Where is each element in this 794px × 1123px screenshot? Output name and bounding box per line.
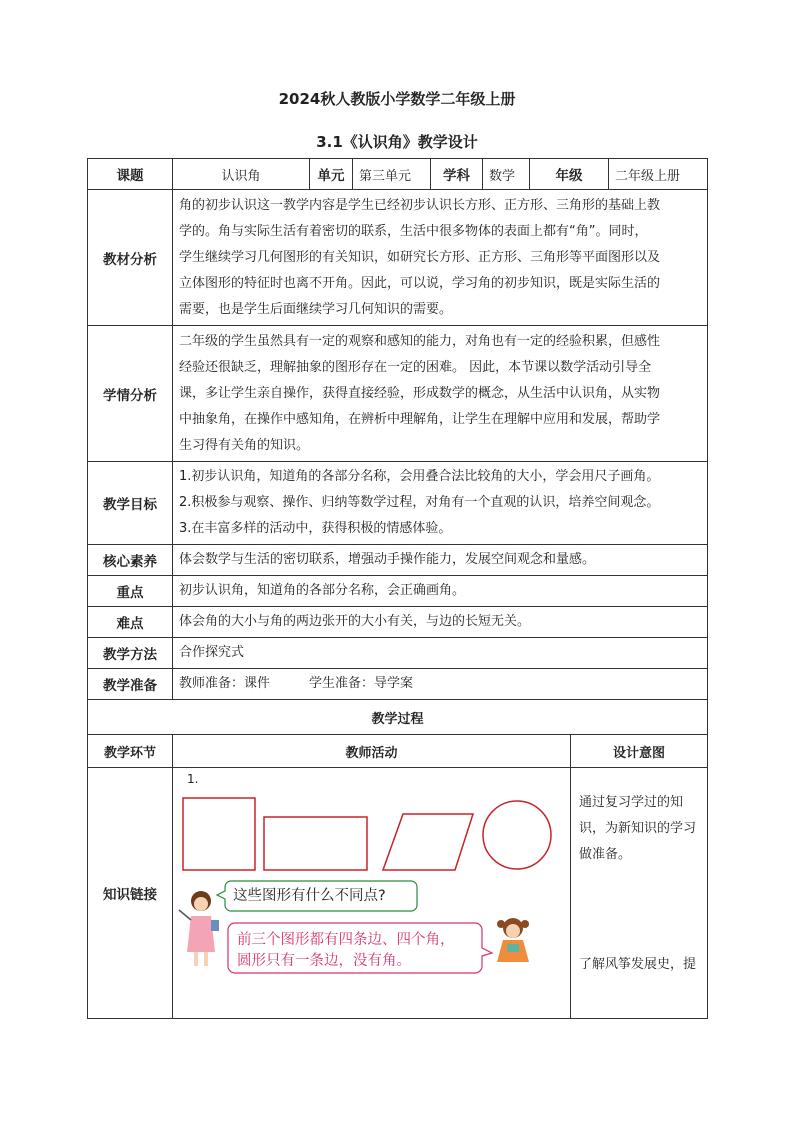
- section-row: [88, 545, 708, 576]
- section-row: [88, 607, 708, 638]
- unit-value: 第三单元: [353, 159, 431, 190]
- section-row: [88, 462, 708, 545]
- text-line: 生习得有关角的知识。: [179, 437, 310, 453]
- text-line: 3.在丰富多样的活动中，获得积极的情感体验。: [179, 521, 452, 536]
- text-line: 中抽象角，在操作中感知角，在辨析中理解角，让学生在理解中应用和发展，帮助学: [179, 411, 661, 427]
- section-label: 教材分析: [88, 190, 173, 326]
- section-content: [173, 462, 708, 545]
- stage-label: 知识链接: [88, 768, 173, 1019]
- section-label: 学情分析: [88, 326, 173, 462]
- section-content: 体会角的大小与角的两边张开的大小有关，与边的长短无关。: [173, 607, 708, 638]
- answer-text-line-1: 前三个图形都有四条边、四个角，: [237, 932, 455, 948]
- document-subtitle: 3.1《认识角》教学设计: [316, 133, 478, 151]
- text-line: 需要，也是学生后面继续学习几何知识的需要。: [179, 301, 453, 317]
- section-content: 体会数学与生活的密切联系，增强动手操作能力，发展空间观念和量感。: [173, 545, 708, 576]
- intent-line: 通过复习学过的知: [579, 795, 684, 810]
- stage-column-header: 教学环节: [88, 735, 173, 768]
- grade-value: 二年级上册: [609, 159, 708, 190]
- process-title-row: [88, 700, 708, 735]
- section-content: 初步认识角，知道角的各部分名称，会正确画角。: [173, 576, 708, 607]
- section-label: 教学目标: [88, 462, 173, 545]
- section-label: 重点: [88, 576, 173, 607]
- section-content: [173, 190, 708, 326]
- intent-trailing-line: 了解风筝发展史，提: [579, 957, 697, 972]
- grade-label: 年级: [530, 159, 609, 190]
- process-title: 教学过程: [88, 700, 708, 735]
- text-line: 学生继续学习几何图形的有关知识，如研究长方形、正方形、三角形等平面图形以及: [179, 249, 661, 265]
- meta-row: [88, 159, 708, 190]
- intent-line: 识，为新知识的学习: [579, 821, 697, 836]
- topic-label: 课题: [88, 159, 173, 190]
- design-intent: [571, 768, 708, 1019]
- teacher-column-header: 教师活动: [173, 735, 571, 768]
- section-row: [88, 326, 708, 462]
- process-row: [88, 768, 708, 1019]
- square-shape: [183, 798, 255, 870]
- teacher-illustration: [179, 891, 219, 966]
- text-line: 学的。角与实际生活有着密切的联系，生活中很多物体的表面上都有“角”。同时，: [179, 223, 648, 239]
- lesson-plan-table: [87, 158, 708, 1019]
- section-label: 教学方法: [88, 638, 173, 669]
- section-row: [88, 190, 708, 326]
- text-line: 2.积极参与观察、操作、归纳等数学过程，对角有一个直观的认识，培养空间观念。: [179, 495, 660, 510]
- unit-label: 单元: [310, 159, 353, 190]
- section-label: 核心素养: [88, 545, 173, 576]
- intent-column-header: 设计意图: [571, 735, 708, 768]
- text-line: 立体图形的特征时也离不开角。因此，可以说，学习角的初步知识，既是实际生活的: [179, 275, 661, 291]
- section-row: [88, 669, 708, 700]
- student-illustration: [497, 918, 529, 962]
- document-title: 2024秋人教版小学数学二年级上册: [278, 90, 516, 108]
- text-line: 课，多让学生亲自操作，获得直接经验，形成数学的概念，从生活中认识角，从实物: [179, 385, 661, 401]
- section-label: 难点: [88, 607, 173, 638]
- parallelogram-shape: [383, 814, 473, 870]
- section-row: [88, 638, 708, 669]
- text-line: 经验还很缺乏，理解抽象的图形存在一定的困难。 因此，本节课以数学活动引导全: [179, 359, 652, 375]
- section-content: 教师准备：课件 学生准备：导学案: [173, 669, 708, 700]
- process-header-row: [88, 735, 708, 768]
- text-line: 1.初步认识角，知道角的各部分名称，会用叠合法比较角的大小，学会用尺子画角。: [179, 469, 660, 484]
- subject-value: 数学: [483, 159, 530, 190]
- intent-line: 做准备。: [579, 847, 632, 862]
- answer-text-line-2: 圆形只有一条边，没有角。: [237, 953, 411, 969]
- topic-value: 认识角: [173, 159, 310, 190]
- rectangle-shape: [264, 817, 367, 870]
- text-line: 角的初步认识这一教学内容是学生已经初步认识长方形、正方形、三角形的基础上教: [179, 197, 661, 213]
- section-content: 合作探究式: [173, 638, 708, 669]
- section-label: 教学准备: [88, 669, 173, 700]
- section-content: [173, 326, 708, 462]
- subject-label: 学科: [431, 159, 483, 190]
- text-line: 二年级的学生虽然具有一定的观察和感知的能力，对角也有一定的经验积累，但感性: [179, 333, 661, 349]
- question-text: 这些图形有什么不同点?: [233, 888, 386, 904]
- item-number: 1.: [187, 772, 199, 786]
- teacher-activity: [173, 768, 571, 1019]
- section-row: [88, 576, 708, 607]
- circle-shape: [483, 801, 551, 869]
